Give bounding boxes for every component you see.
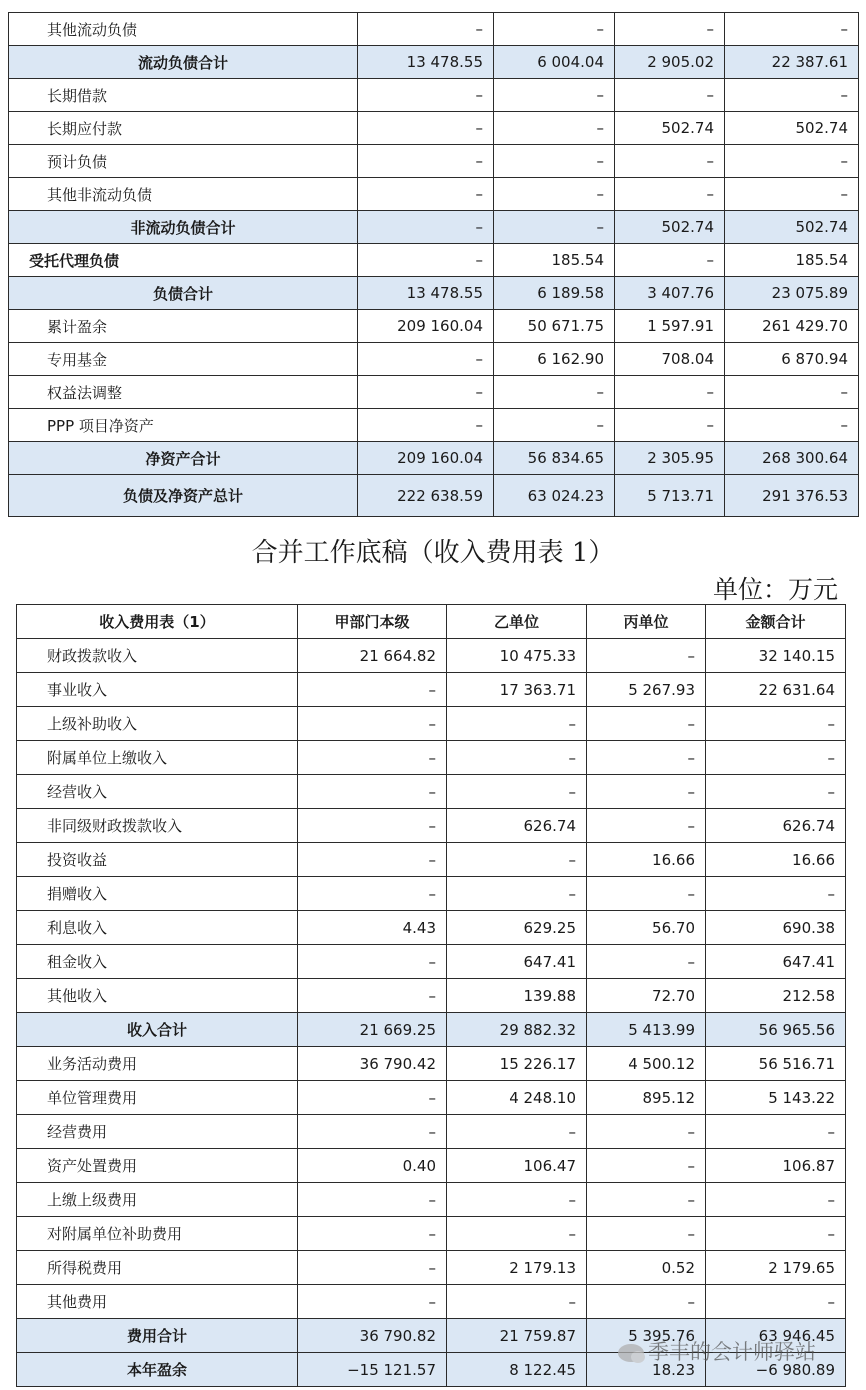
cell-value: 2 305.95 <box>615 442 725 475</box>
table-row <box>9 211 859 244</box>
cell-value: 5 713.71 <box>615 475 725 517</box>
cell-value: 21 759.87 <box>447 1319 587 1353</box>
row-label: 捐赠收入 <box>17 877 298 911</box>
row-label: 经营收入 <box>17 775 298 809</box>
cell-value: 629.25 <box>447 911 587 945</box>
cell-value: – <box>615 79 725 112</box>
table-row <box>9 277 859 310</box>
cell-value: – <box>725 79 859 112</box>
cell-value: 626.74 <box>706 809 846 843</box>
cell-value: 209 160.04 <box>358 310 494 343</box>
cell-value: – <box>706 1217 846 1251</box>
cell-value: 22 387.61 <box>725 46 859 79</box>
cell-value: 268 300.64 <box>725 442 859 475</box>
unit-label: 单位：万元 <box>712 575 838 604</box>
cell-value: – <box>298 1183 447 1217</box>
header-dept-a: 甲部门本级 <box>298 605 447 639</box>
cell-value: – <box>447 877 587 911</box>
wechat-icon <box>618 1344 644 1362</box>
row-label: 单位管理费用 <box>17 1081 298 1115</box>
cell-value: 502.74 <box>725 211 859 244</box>
table-row <box>17 911 846 945</box>
cell-value: – <box>587 877 706 911</box>
income-expense-table <box>16 604 846 1387</box>
cell-value: 708.04 <box>615 343 725 376</box>
cell-value: – <box>587 1285 706 1319</box>
cell-value: 56 516.71 <box>706 1047 846 1081</box>
row-label: 经营费用 <box>17 1115 298 1149</box>
cell-value: 291 376.53 <box>725 475 859 517</box>
cell-value: – <box>447 741 587 775</box>
cell-value: 2 179.65 <box>706 1251 846 1285</box>
table-row <box>17 1251 846 1285</box>
row-label: 净资产合计 <box>9 442 358 475</box>
table-row <box>9 310 859 343</box>
cell-value: 185.54 <box>725 244 859 277</box>
table-row <box>9 46 859 79</box>
cell-value: 36 790.42 <box>298 1047 447 1081</box>
table-row <box>17 1013 846 1047</box>
table-row <box>17 1081 846 1115</box>
row-label: 业务活动费用 <box>17 1047 298 1081</box>
cell-value: 895.12 <box>587 1081 706 1115</box>
cell-value: 10 475.33 <box>447 639 587 673</box>
cell-value: 63 946.45 <box>706 1319 846 1353</box>
cell-value: 56 965.56 <box>706 1013 846 1047</box>
table-row <box>9 79 859 112</box>
table-row <box>17 843 846 877</box>
cell-value: 222 638.59 <box>358 475 494 517</box>
cell-value: – <box>298 979 447 1013</box>
cell-value: – <box>706 1285 846 1319</box>
cell-value: – <box>615 376 725 409</box>
cell-value: – <box>706 1115 846 1149</box>
table-row <box>9 475 859 517</box>
cell-value: 502.74 <box>615 211 725 244</box>
table-row <box>17 639 846 673</box>
row-label: 流动负债合计 <box>9 46 358 79</box>
cell-value: 50 671.75 <box>494 310 615 343</box>
row-label: 本年盈余 <box>17 1353 298 1387</box>
cell-value: 2 179.13 <box>447 1251 587 1285</box>
cell-value: – <box>298 741 447 775</box>
cell-value: – <box>706 741 846 775</box>
cell-value: −6 980.89 <box>706 1353 846 1387</box>
table-row <box>17 775 846 809</box>
table-row <box>9 145 859 178</box>
table-row <box>9 178 859 211</box>
cell-value: – <box>298 1251 447 1285</box>
row-label: 其他费用 <box>17 1285 298 1319</box>
cell-value: – <box>706 877 846 911</box>
cell-value: 106.47 <box>447 1149 587 1183</box>
watermark <box>618 1336 816 1366</box>
row-label: 负债及净资产总计 <box>9 475 358 517</box>
cell-value: 29 882.32 <box>447 1013 587 1047</box>
row-label: 上级补助收入 <box>17 707 298 741</box>
row-label: 利息收入 <box>17 911 298 945</box>
cell-value: – <box>725 178 859 211</box>
cell-value: – <box>587 1217 706 1251</box>
header-label: 收入费用表（1） <box>17 605 298 639</box>
cell-value: – <box>298 775 447 809</box>
row-label: 对附属单位补助费用 <box>17 1217 298 1251</box>
cell-value: 23 075.89 <box>725 277 859 310</box>
cell-value: – <box>298 877 447 911</box>
cell-value: – <box>447 1183 587 1217</box>
table-row <box>9 343 859 376</box>
cell-value: 261 429.70 <box>725 310 859 343</box>
table-row <box>9 13 859 46</box>
cell-value: 5 143.22 <box>706 1081 846 1115</box>
cell-value: – <box>494 211 615 244</box>
cell-value: – <box>587 775 706 809</box>
cell-value: – <box>615 244 725 277</box>
cell-value: – <box>615 145 725 178</box>
cell-value: 56 834.65 <box>494 442 615 475</box>
table-row <box>9 244 859 277</box>
cell-value: – <box>358 244 494 277</box>
cell-value: – <box>725 145 859 178</box>
cell-value: – <box>447 707 587 741</box>
row-label: 非同级财政拨款收入 <box>17 809 298 843</box>
row-label: 长期应付款 <box>9 112 358 145</box>
row-label: 负债合计 <box>9 277 358 310</box>
cell-value: 185.54 <box>494 244 615 277</box>
cell-value: 3 407.76 <box>615 277 725 310</box>
cell-value: – <box>447 843 587 877</box>
cell-value: 0.52 <box>587 1251 706 1285</box>
cell-value: 5 413.99 <box>587 1013 706 1047</box>
cell-value: – <box>615 13 725 46</box>
cell-value: 690.38 <box>706 911 846 945</box>
cell-value: – <box>587 639 706 673</box>
table-row <box>9 442 859 475</box>
cell-value: – <box>587 809 706 843</box>
cell-value: – <box>494 409 615 442</box>
row-label: 其他非流动负债 <box>9 178 358 211</box>
table-row <box>9 409 859 442</box>
cell-value: – <box>298 1081 447 1115</box>
cell-value: 6 004.04 <box>494 46 615 79</box>
cell-value: – <box>587 741 706 775</box>
cell-value: – <box>298 809 447 843</box>
table-row <box>9 376 859 409</box>
table-row <box>17 809 846 843</box>
cell-value: – <box>358 145 494 178</box>
cell-value: −15 121.57 <box>298 1353 447 1387</box>
cell-value: – <box>725 13 859 46</box>
cell-value: – <box>298 843 447 877</box>
cell-value: – <box>447 1285 587 1319</box>
cell-value: – <box>706 775 846 809</box>
cell-value: 212.58 <box>706 979 846 1013</box>
cell-value: – <box>298 673 447 707</box>
cell-value: 502.74 <box>725 112 859 145</box>
cell-value: – <box>298 945 447 979</box>
cell-value: 647.41 <box>706 945 846 979</box>
cell-value: – <box>587 1115 706 1149</box>
table-row <box>17 945 846 979</box>
cell-value: 72.70 <box>587 979 706 1013</box>
table-row <box>17 673 846 707</box>
row-label: 预计负债 <box>9 145 358 178</box>
row-label: 受托代理负债 <box>9 244 358 277</box>
cell-value: – <box>447 1217 587 1251</box>
table-row <box>17 1285 846 1319</box>
row-label: 租金收入 <box>17 945 298 979</box>
cell-value: 626.74 <box>447 809 587 843</box>
cell-value: 5 267.93 <box>587 673 706 707</box>
cell-value: 13 478.55 <box>358 277 494 310</box>
cell-value: – <box>494 112 615 145</box>
cell-value: – <box>587 707 706 741</box>
row-label: 附属单位上缴收入 <box>17 741 298 775</box>
cell-value: – <box>358 112 494 145</box>
row-label: 其他流动负债 <box>9 13 358 46</box>
cell-value: 4 500.12 <box>587 1047 706 1081</box>
cell-value: 21 669.25 <box>298 1013 447 1047</box>
cell-value: 6 189.58 <box>494 277 615 310</box>
row-label: 资产处置费用 <box>17 1149 298 1183</box>
cell-value: 22 631.64 <box>706 673 846 707</box>
row-label: 其他收入 <box>17 979 298 1013</box>
table-row <box>17 877 846 911</box>
cell-value: 139.88 <box>447 979 587 1013</box>
cell-value: – <box>587 945 706 979</box>
header-row <box>17 605 846 639</box>
cell-value: – <box>725 409 859 442</box>
worksheet-title: 合并工作底稿（收入费用表 1） <box>251 538 615 568</box>
cell-value: – <box>358 79 494 112</box>
row-label: 专用基金 <box>9 343 358 376</box>
row-label: 权益法调整 <box>9 376 358 409</box>
cell-value: 56.70 <box>587 911 706 945</box>
cell-value: 17 363.71 <box>447 673 587 707</box>
cell-value: – <box>587 1149 706 1183</box>
cell-value: 6 870.94 <box>725 343 859 376</box>
cell-value: – <box>615 178 725 211</box>
row-label: 收入合计 <box>17 1013 298 1047</box>
cell-value: 15 226.17 <box>447 1047 587 1081</box>
cell-value: – <box>358 409 494 442</box>
cell-value: 106.87 <box>706 1149 846 1183</box>
row-label: 累计盈余 <box>9 310 358 343</box>
cell-value: – <box>358 13 494 46</box>
cell-value: 502.74 <box>615 112 725 145</box>
cell-value: 32 140.15 <box>706 639 846 673</box>
cell-value: – <box>615 409 725 442</box>
row-label: 非流动负债合计 <box>9 211 358 244</box>
cell-value: 5 395.76 <box>587 1319 706 1353</box>
cell-value: 209 160.04 <box>358 442 494 475</box>
cell-value: 21 664.82 <box>298 639 447 673</box>
cell-value: 8 122.45 <box>447 1353 587 1387</box>
cell-value: 647.41 <box>447 945 587 979</box>
header-unit-c: 丙单位 <box>587 605 706 639</box>
table-row <box>17 1149 846 1183</box>
table-row <box>17 1217 846 1251</box>
table-row <box>17 1183 846 1217</box>
cell-value: – <box>358 178 494 211</box>
header-unit-b: 乙单位 <box>447 605 587 639</box>
cell-value: 16.66 <box>587 843 706 877</box>
cell-value: 36 790.82 <box>298 1319 447 1353</box>
cell-value: – <box>706 1183 846 1217</box>
row-label: 所得税费用 <box>17 1251 298 1285</box>
cell-value: 63 024.23 <box>494 475 615 517</box>
cell-value: 6 162.90 <box>494 343 615 376</box>
cell-value: 13 478.55 <box>358 46 494 79</box>
cell-value: – <box>447 1115 587 1149</box>
row-label: 财政拨款收入 <box>17 639 298 673</box>
row-label: 事业收入 <box>17 673 298 707</box>
cell-value: – <box>298 1285 447 1319</box>
cell-value: – <box>494 13 615 46</box>
balance-sheet-table <box>8 12 859 517</box>
cell-value: – <box>358 343 494 376</box>
cell-value: – <box>725 376 859 409</box>
cell-value: – <box>494 79 615 112</box>
cell-value: 4 248.10 <box>447 1081 587 1115</box>
cell-value: – <box>494 145 615 178</box>
cell-value: – <box>298 1217 447 1251</box>
cell-value: – <box>298 707 447 741</box>
table-row <box>17 1047 846 1081</box>
table-row <box>17 979 846 1013</box>
cell-value: – <box>358 376 494 409</box>
cell-value: – <box>494 376 615 409</box>
row-label: 长期借款 <box>9 79 358 112</box>
cell-value: 1 597.91 <box>615 310 725 343</box>
row-label: PPP 项目净资产 <box>9 409 358 442</box>
cell-value: – <box>447 775 587 809</box>
cell-value: 16.66 <box>706 843 846 877</box>
table-row <box>9 112 859 145</box>
header-total: 金额合计 <box>706 605 846 639</box>
cell-value: – <box>587 1183 706 1217</box>
cell-value: 0.40 <box>298 1149 447 1183</box>
cell-value: – <box>494 178 615 211</box>
row-label: 投资收益 <box>17 843 298 877</box>
table-row <box>17 707 846 741</box>
cell-value: – <box>358 211 494 244</box>
table-row <box>17 741 846 775</box>
row-label: 上缴上级费用 <box>17 1183 298 1217</box>
row-label: 费用合计 <box>17 1319 298 1353</box>
cell-value: – <box>706 707 846 741</box>
cell-value: 4.43 <box>298 911 447 945</box>
cell-value: 18.23 <box>587 1353 706 1387</box>
cell-value: 2 905.02 <box>615 46 725 79</box>
cell-value: – <box>298 1115 447 1149</box>
table-row <box>17 1115 846 1149</box>
watermark-text: 季丰的会计师驿站 <box>648 1340 816 1364</box>
